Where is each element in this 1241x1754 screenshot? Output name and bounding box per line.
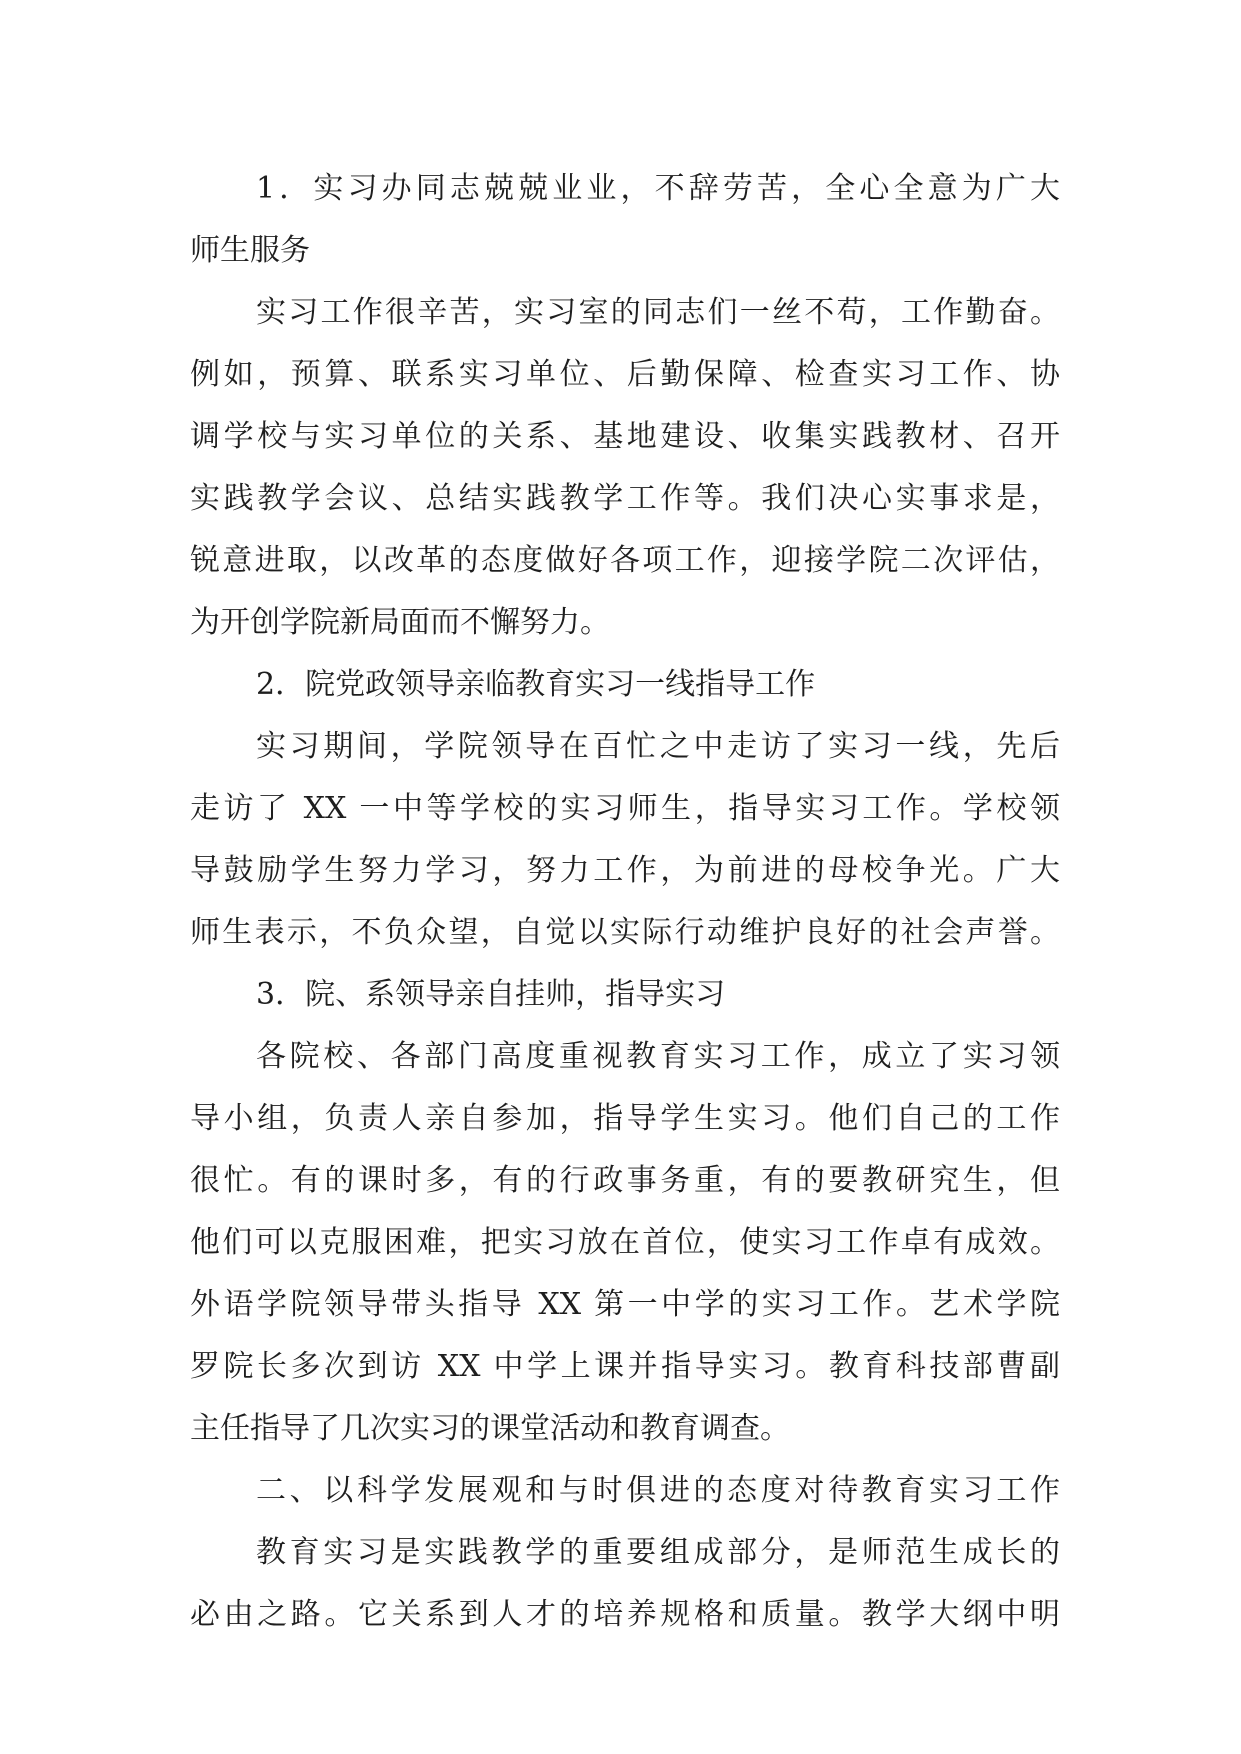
- paragraph-2-line-4: 师生表示，不负众望，自觉以实际行动维护良好的社会声誉。: [190, 915, 1060, 950]
- paragraph-1-line-4: 实践教学会议、总结实践教学工作等。我们决心实事求是，: [190, 481, 1060, 516]
- heading-item-3: 3．院、系领导亲自挂帅，指导实习: [256, 977, 726, 1012]
- paragraph-3-line-3: 很忙。有的课时多，有的行政事务重，有的要教研究生，但: [190, 1163, 1060, 1198]
- paragraph-3-line-2: 导小组，负责人亲自参加，指导学生实习。他们自己的工作: [190, 1101, 1060, 1136]
- paragraph-3-line-7: 主任指导了几次实习的课堂活动和教育调查。: [190, 1411, 790, 1446]
- paragraph-1-line-3: 调学校与实习单位的关系、基地建设、收集实践教材、召开: [190, 419, 1060, 454]
- paragraph-3-line-4: 他们可以克服困难，把实习放在首位，使实习工作卓有成效。: [190, 1225, 1060, 1260]
- paragraph-2-line-2: 走访了 XX 一中等学校的实习师生，指导实习工作。学校领: [190, 791, 1060, 826]
- paragraph-3-line-5: 外语学院领导带头指导 XX 第一中学的实习工作。艺术学院: [190, 1287, 1060, 1322]
- paragraph-4-line-1: 教育实习是实践教学的重要组成部分，是师范生成长的: [256, 1535, 1060, 1570]
- heading-item-2: 2．院党政领导亲临教育实习一线指导工作: [256, 667, 816, 702]
- paragraph-1-line-2: 例如，预算、联系实习单位、后勤保障、检查实习工作、协: [190, 357, 1060, 392]
- paragraph-4-line-2: 必由之路。它关系到人才的培养规格和质量。教学大纲中明: [190, 1597, 1060, 1632]
- paragraph-1-line-6: 为开创学院新局面而不懈努力。: [190, 605, 610, 640]
- heading-item-1-line-2: 师生服务: [190, 233, 310, 268]
- paragraph-2-line-3: 导鼓励学生努力学习，努力工作，为前进的母校争光。广大: [190, 853, 1060, 888]
- paragraph-3-line-1: 各院校、各部门高度重视教育实习工作，成立了实习领: [256, 1039, 1060, 1074]
- paragraph-1-line-1: 实习工作很辛苦，实习室的同志们一丝不苟，工作勤奋。: [256, 295, 1060, 330]
- heading-item-1-line-1: 1．实习办同志兢兢业业，不辞劳苦，全心全意为广大: [256, 171, 1060, 206]
- paragraph-3-line-6: 罗院长多次到访 XX 中学上课并指导实习。教育科技部曹副: [190, 1349, 1060, 1384]
- paragraph-1-line-5: 锐意进取，以改革的态度做好各项工作，迎接学院二次评估，: [190, 543, 1060, 578]
- section-heading-2: 二、以科学发展观和与时俱进的态度对待教育实习工作: [256, 1473, 1060, 1508]
- document-body: [190, 158, 1060, 1646]
- paragraph-2-line-1: 实习期间，学院领导在百忙之中走访了实习一线，先后: [256, 729, 1060, 764]
